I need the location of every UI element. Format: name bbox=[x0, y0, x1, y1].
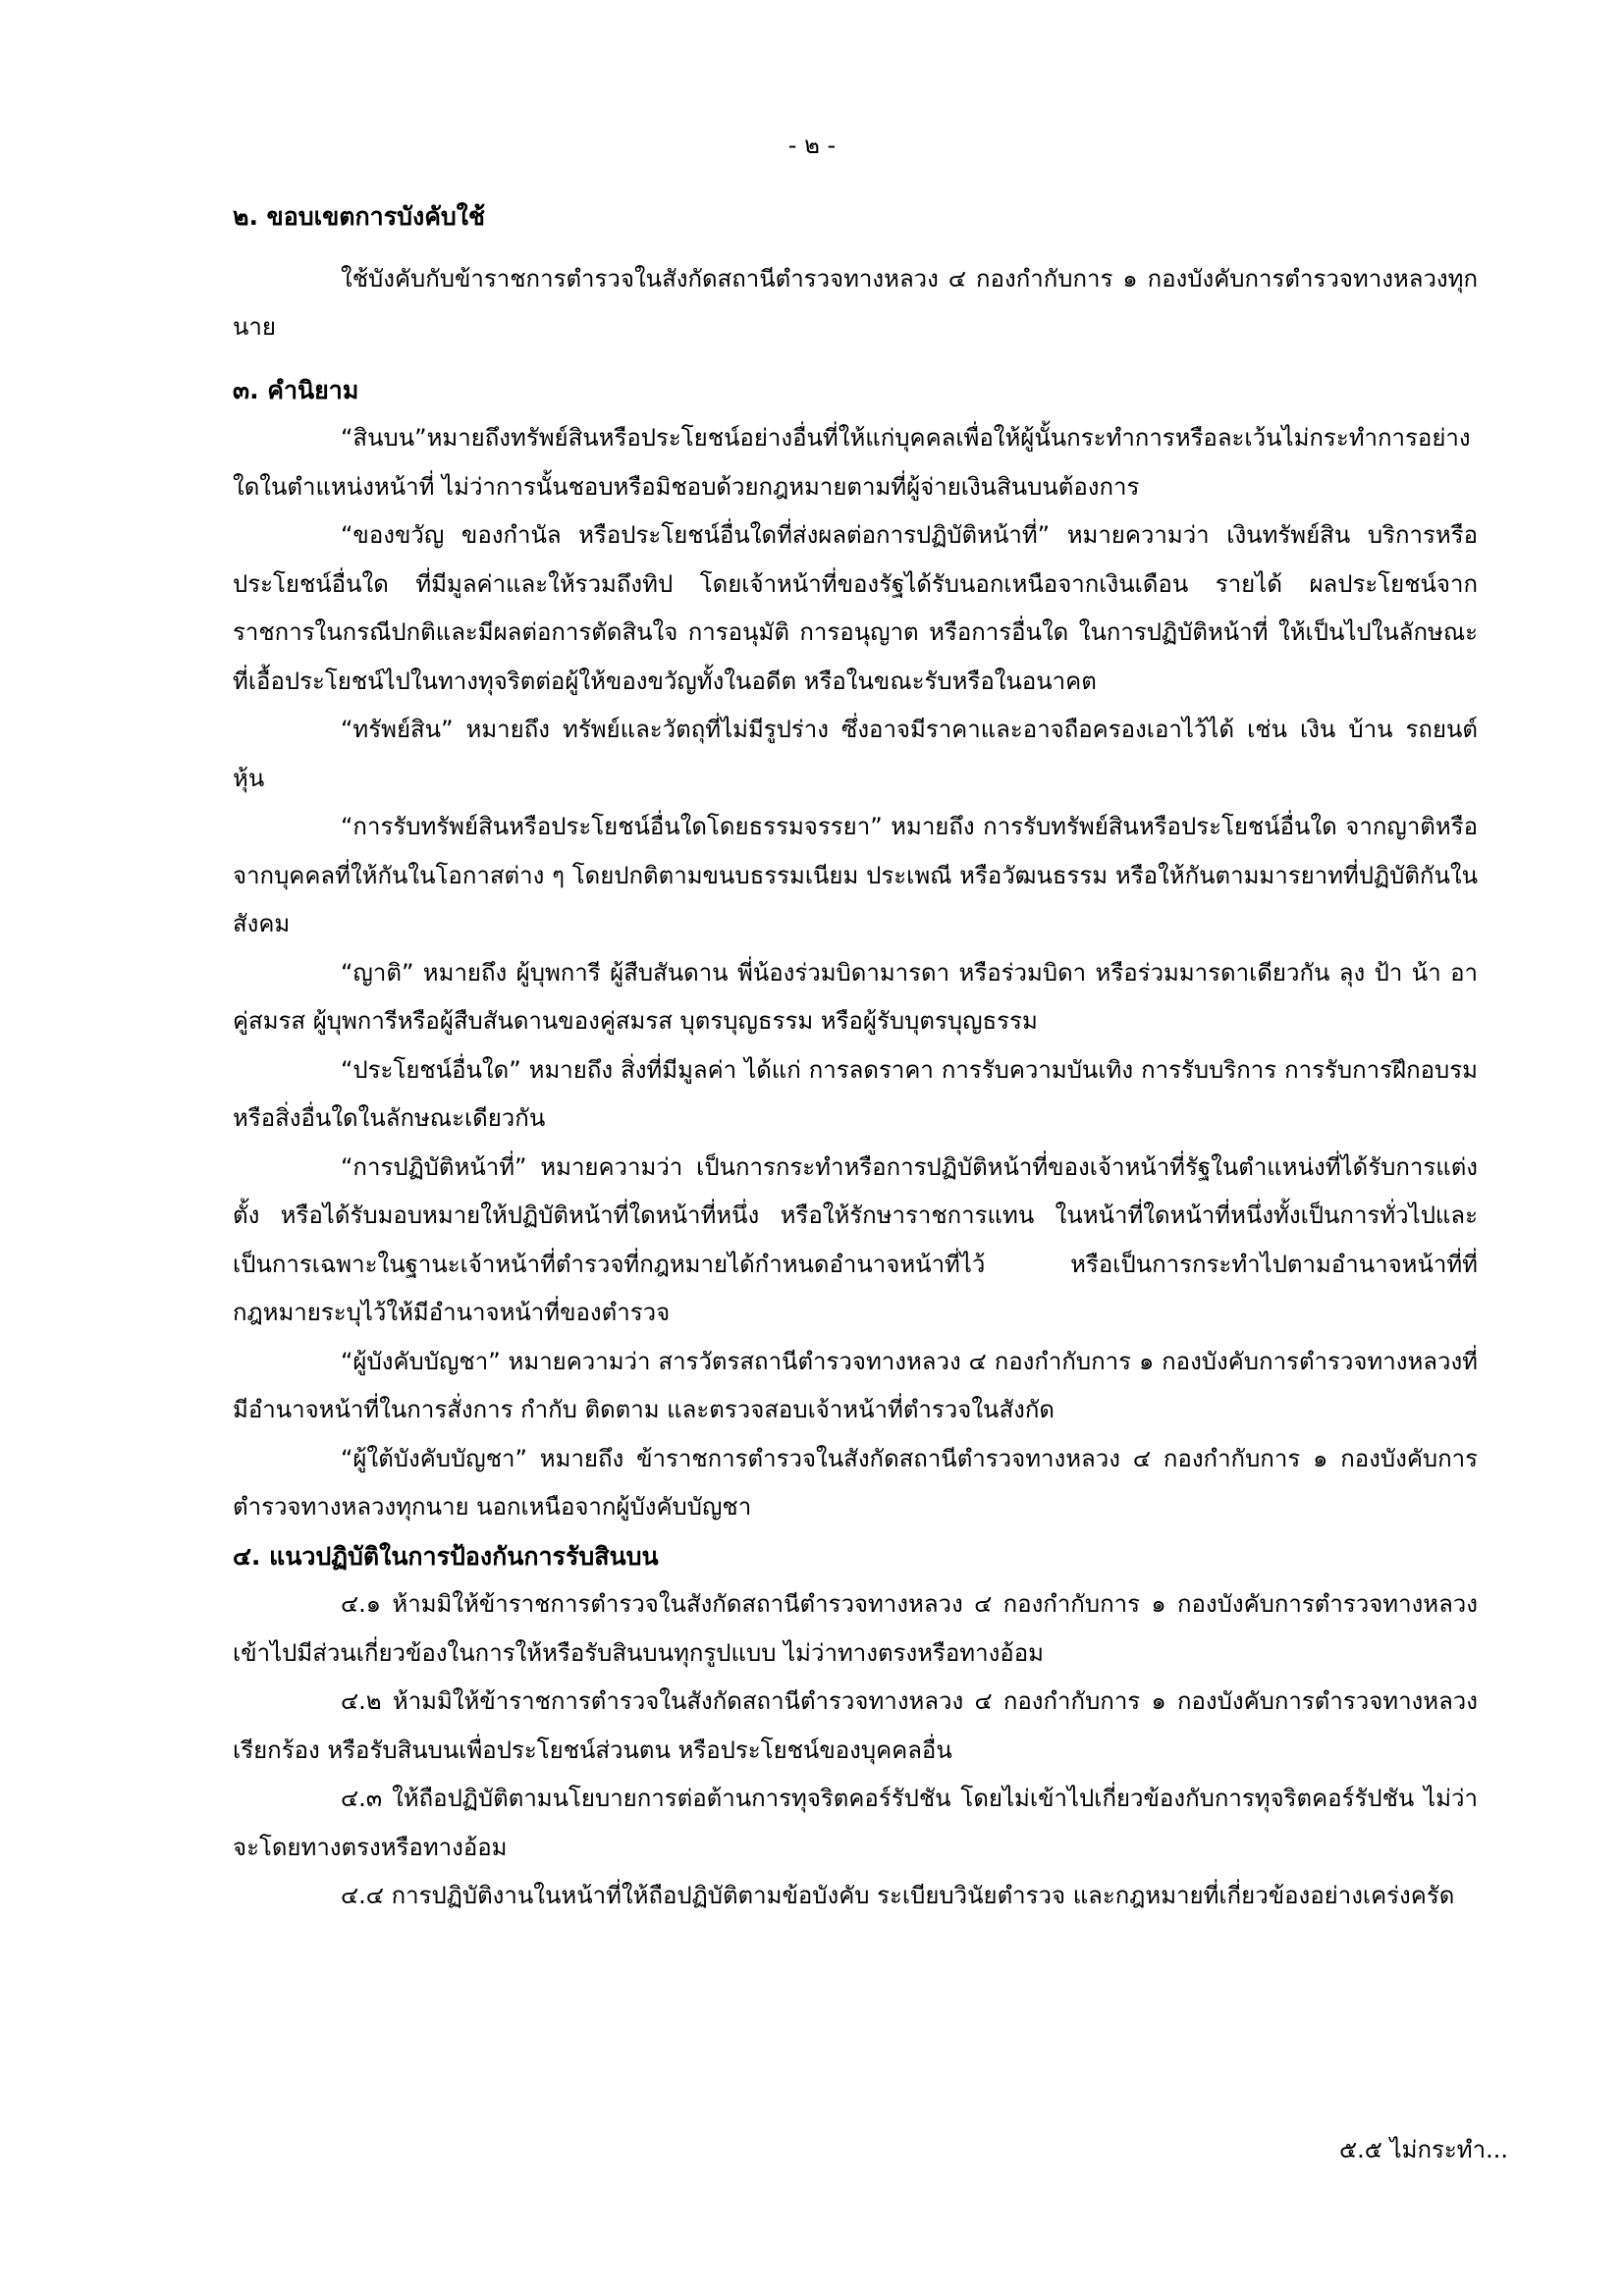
section-heading-scope: ๒. ขอบเขตการบังคับใช้ bbox=[233, 202, 485, 231]
guideline-4-1: ๔.๑ ห้ามมิให้ข้าราชการตำรวจในสังกัดสถานีตำรวจทางหลวง ๔ กองกำกับการ ๑ กองบังคับการตำรวจทางหลวงเข้าไปมีส่วนเกี่ยวข้องในการให้หรือรับสินบนทุกรูปแบบ ไม่ว่าทางตรงหรือทางอ้อม bbox=[233, 1590, 1478, 1667]
section-heading-definitions: ๓. คำนิยาม bbox=[233, 375, 359, 404]
definition-relatives: “ญาติ” หมายถึง ผู้บุพการี ผู้สืบสันดาน พี่น้องร่วมบิดามารดา หรือร่วมบิดา หรือร่วมมารดาเดียวกัน ลุง ป้า น้า อา คู่สมรส ผู้บุพการีหรือผู้สืบสันดานของคู่สมรส บุตรบุญธรรม หรือผู้รับบุตรบุญธรรม bbox=[233, 958, 1478, 1035]
continuation-note: ๕.๕ ไม่กระทำ... bbox=[1339, 2136, 1508, 2163]
scope-paragraph: ใช้บังคับกับข้าราชการตำรวจในสังกัดสถานีตำรวจทางหลวง ๔ กองกำกับการ ๑ กองบังคับการตำรวจทางหลวงทุกนาย bbox=[233, 264, 1478, 341]
definition-gift: “ของขวัญ ของกำนัล หรือประโยชน์อื่นใดที่ส่งผลต่อการปฏิบัติหน้าที่” หมายความว่า เงินทรัพย์สิน บริการหรือประโยชน์อื่นใด ที่มีมูลค่าและให้รวมถึงทิป โดยเจ้าหน้าที่ของรัฐได้รับนอกเหนือจากเงินเดือน รายได้ ผลประโยชน์จากราชการในกรณีปกติและมีผลต่อการตัดสินใจ การอนุมัติ การอนุญาต หรือการอื่นใด ในการปฏิบัติหน้าที่ ให้เป็นไปในลักษณะที่เอื้อประโยชน์ไปในทางทุจริตต่อผู้ให้ของขวัญทั้งในอดีต หรือในขณะรับหรือในอนาคต bbox=[233, 521, 1478, 695]
guideline-4-3: ๔.๓ ให้ถือปฏิบัติตามนโยบายการต่อต้านการทุจริตคอร์รัปชัน โดยไม่เข้าไปเกี่ยวข้องกับการทุจริตคอร์รัปชัน ไม่ว่าจะโดยทางตรงหรือทางอ้อม bbox=[233, 1785, 1478, 1861]
definition-subordinate: “ผู้ใต้บังคับบัญชา” หมายถึง ข้าราชการตำรวจในสังกัดสถานีตำรวจทางหลวง ๔ กองกำกับการ ๑ กองบังคับการตำรวจทางหลวงทุกนาย นอกเหนือจากผู้บังคับบัญชา bbox=[233, 1444, 1478, 1521]
definition-commander: “ผู้บังคับบัญชา” หมายความว่า สารวัตรสถานีตำรวจทางหลวง ๔ กองกำกับการ ๑ กองบังคับการตำรวจทางหลวงที่มีอำนาจหน้าที่ในการสั่งการ กำกับ ติดตาม และตรวจสอบเจ้าหน้าที่ตำรวจในสังกัด bbox=[233, 1347, 1478, 1423]
definition-property: “ทรัพย์สิน” หมายถึง ทรัพย์และวัตถุที่ไม่มีรูปร่าง ซึ่งอาจมีราคาและอาจถือครองเอาไว้ได้ เช่น เงิน บ้าน รถยนต์ หุ้น bbox=[233, 716, 1478, 792]
section-heading-guidelines: ๔. แนวปฏิบัติในการป้องกันการรับสินบน bbox=[233, 1541, 659, 1571]
definition-bribe: “สินบน”หมายถึงทรัพย์สินหรือประโยชน์อย่างอื่นที่ให้แก่บุคคลเพื่อให้ผู้นั้นกระทำการหรือละเว้นไม่กระทำการอย่างใดในตำแหน่งหน้าที่ ไม่ว่าการนั้นชอบหรือมิชอบด้วยกฎหมายตามที่ผู้จ่ายเงินสินบนต้องการ bbox=[233, 424, 1471, 501]
definition-other-benefit: “ประโยชน์อื่นใด” หมายถึง สิ่งที่มีมูลค่า ได้แก่ การลดราคา การรับความบันเทิง การรับบริการ การรับการฝึกอบรม หรือสิ่งอื่นใดในลักษณะเดียวกัน bbox=[233, 1055, 1478, 1132]
guideline-4-4: ๔.๔ การปฏิบัติงานในหน้าที่ให้ถือปฏิบัติตามข้อบังคับ ระเบียบวินัยตำรวจ และกฎหมายที่เกี่ยวข้องอย่างเคร่งครัด bbox=[341, 1882, 1455, 1909]
definition-duty: “การปฏิบัติหน้าที่” หมายความว่า เป็นการกระทำหรือการปฏิบัติหน้าที่ของเจ้าหน้าที่รัฐในตำแหน่งที่ได้รับการแต่งตั้ง หรือได้รับมอบหมายให้ปฏิบัติหน้าที่ใดหน้าที่หนึ่ง หรือให้รักษาราชการแทน ในหน้าที่ใดหน้าที่หนึ่งทั้งเป็นการทั่วไปและเป็นการเฉพาะในฐานะเจ้าหน้าที่ตำรวจที่กฎหมายได้กำหนดอำนาจหน้าที่ไว้ หรือเป็นการกระทำไปตามอำนาจหน้าที่ที่กฎหมายระบุไว้ให้มีอำนาจหน้าที่ของตำรวจ bbox=[233, 1152, 1478, 1326]
guideline-4-2: ๔.๒ ห้ามมิให้ข้าราชการตำรวจในสังกัดสถานีตำรวจทางหลวง ๔ กองกำกับการ ๑ กองบังคับการตำรวจทางหลวงเรียกร้อง หรือรับสินบนเพื่อประโยชน์ส่วนตน หรือประโยชน์ของบุคคลอื่น bbox=[233, 1687, 1478, 1764]
document-body bbox=[233, 192, 1478, 1921]
definition-ethical-receipt: “การรับทรัพย์สินหรือประโยชน์อื่นใดโดยธรรมจรรยา” หมายถึง การรับทรัพย์สินหรือประโยชน์อื่นใด จากญาติหรือจากบุคคลที่ให้กันในโอกาสต่าง ๆ โดยปกติตามขนบธรรมเนียม ประเพณี หรือวัฒนธรรม หรือให้กันตามมารยาทที่ปฏิบัติกันในสังคม bbox=[233, 813, 1478, 937]
page-number: - ๒ - bbox=[787, 132, 837, 159]
